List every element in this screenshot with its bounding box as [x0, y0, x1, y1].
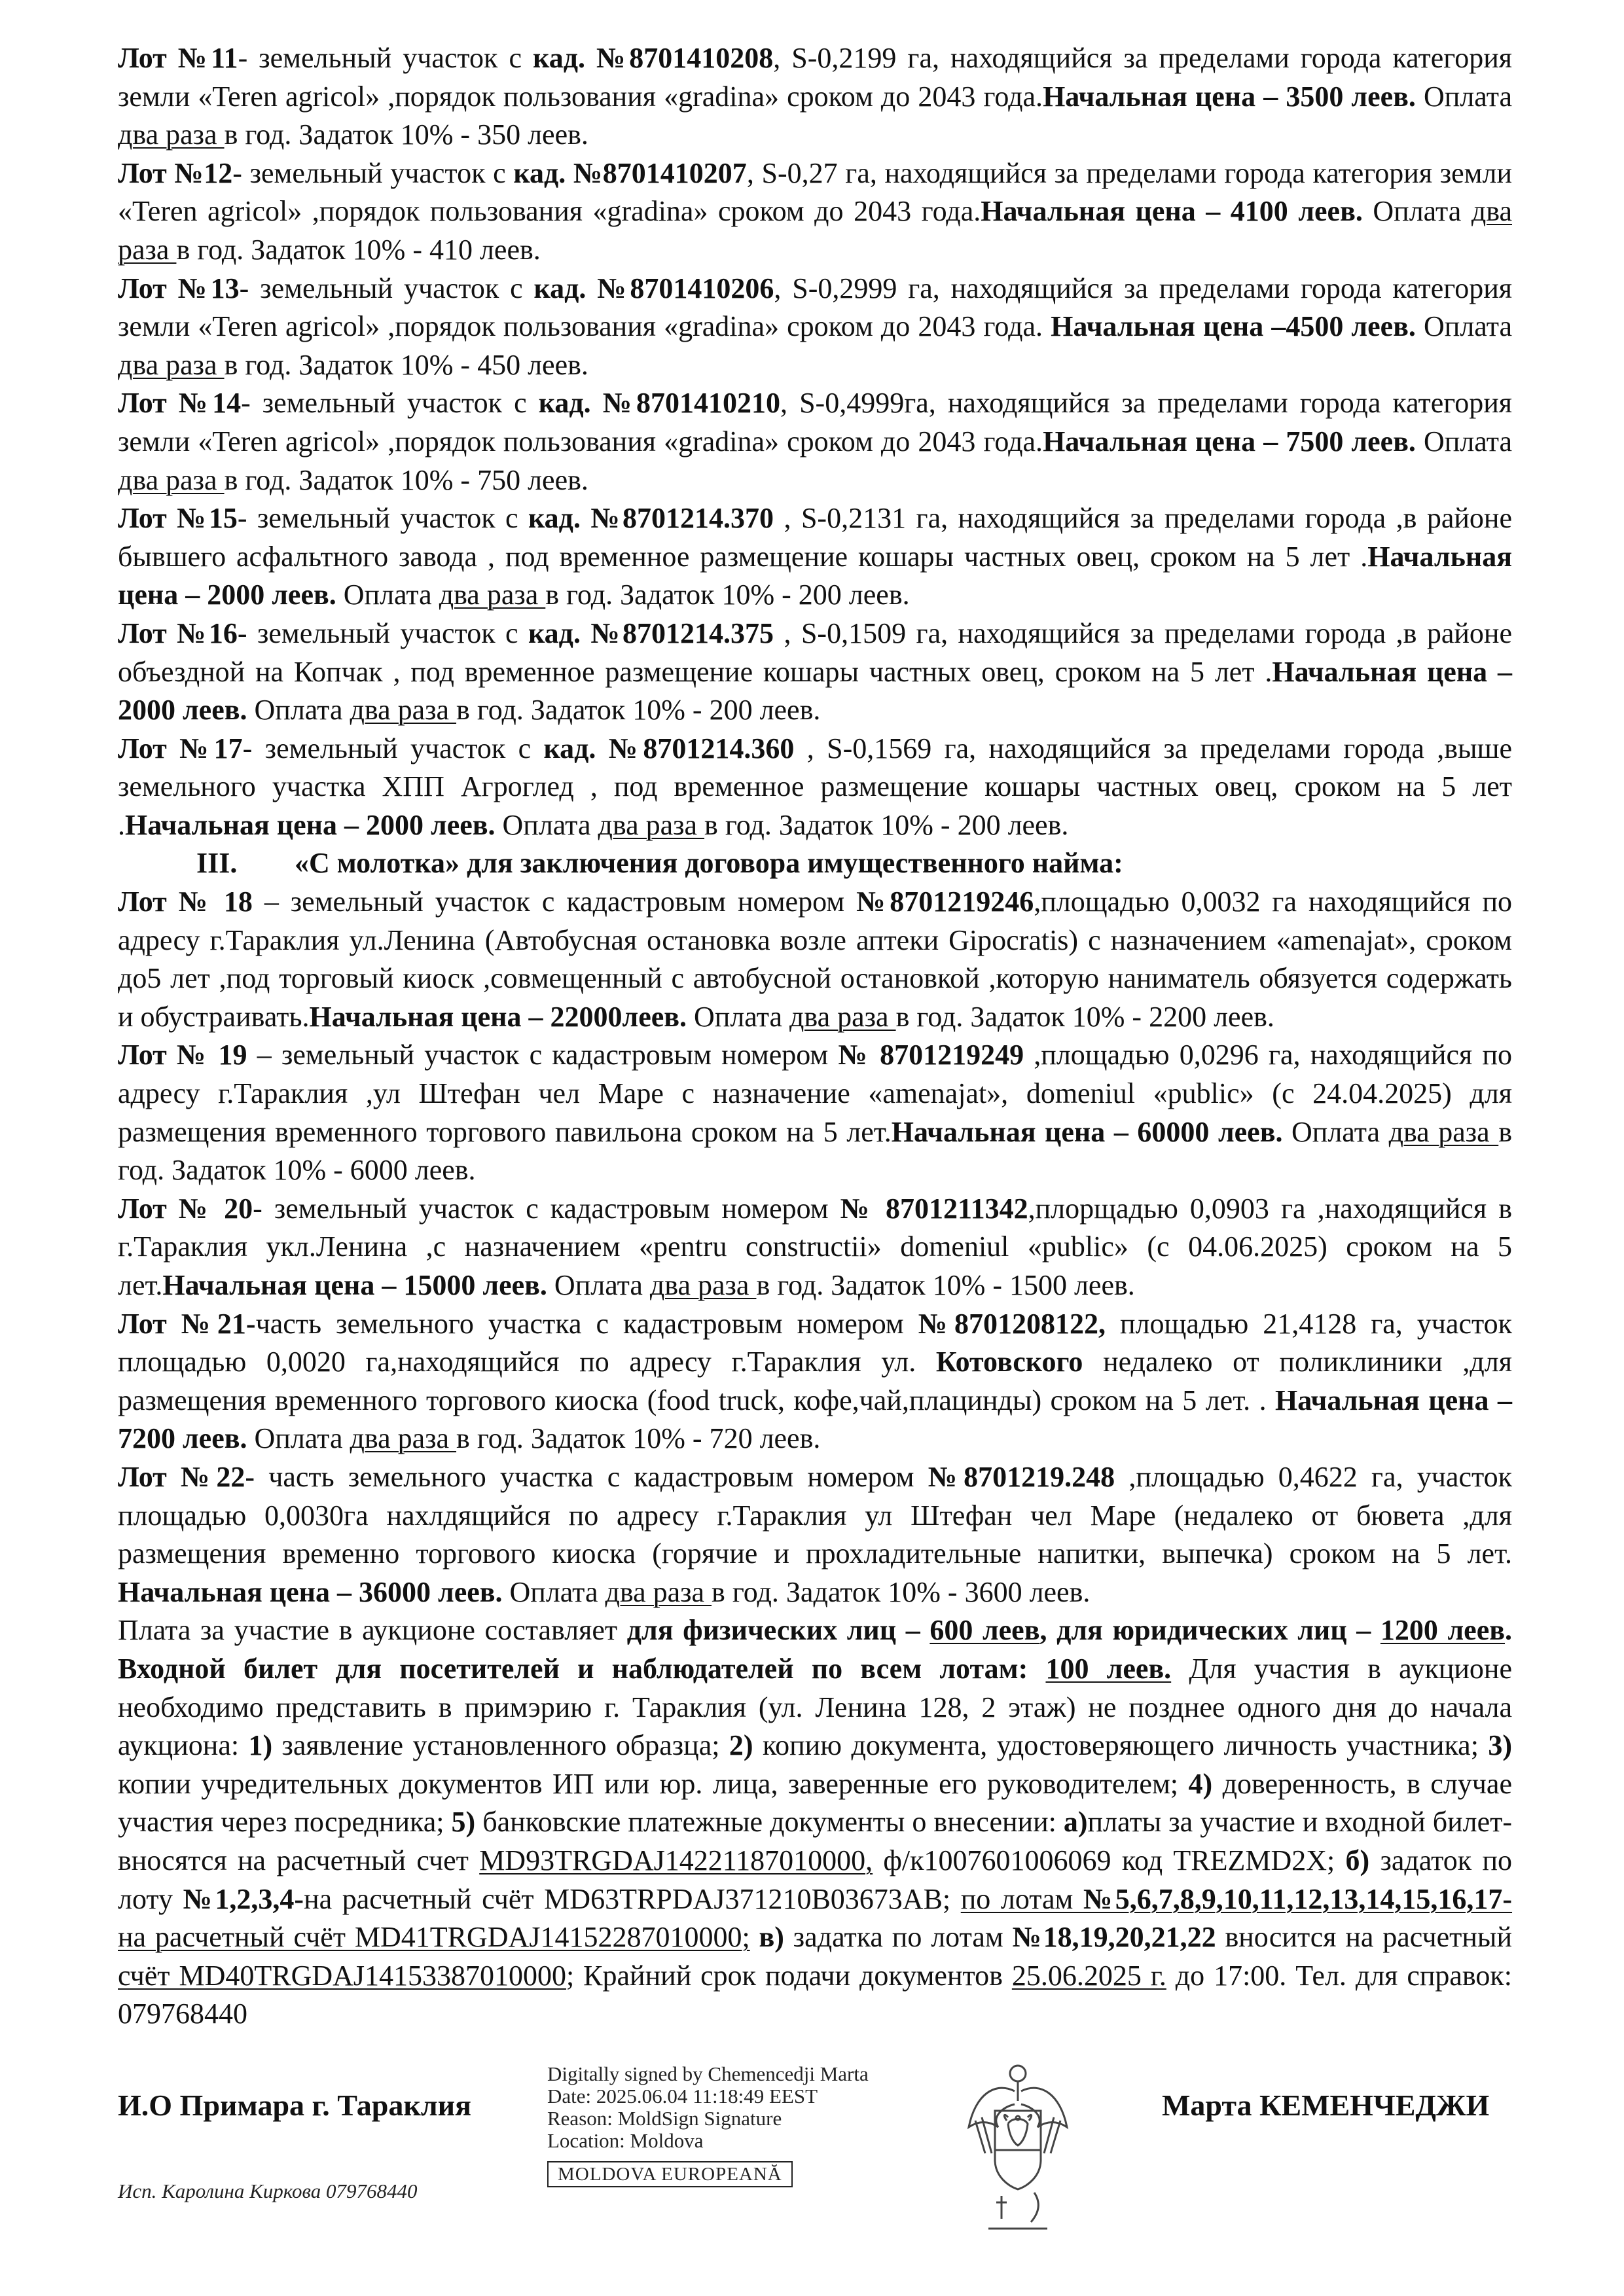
stamp-line-reason: Reason: MoldSign Signature	[547, 2107, 782, 2130]
lot-20: Лот № 20- земельный участок с кадастровым номером № 8701211342,плорщадью 0,0903 га ,находящийся в г.Тараклия укл.Ленина ,с назначением «pentru constructii» domeniul «public» (с 04.06.2025) сроком на 5 лет.Начальная цена – 15000 леев. Оплата два раза в год. Задаток 10% - 1500 леев.	[118, 1192, 1512, 1301]
lot-13: Лот №13- земельный участок с кад. №8701410206, S-0,2999 га, находящийся за пределами города категория земли «Teren agricol» ,порядок пользования «gradina» сроком до 2043 года. Начальная цена –4500 леев. Оплата два раза в год. Задаток 10% - 450 леев.	[118, 272, 1513, 381]
lot-12: Лот №12- земельный участок с кад. №8701410207, S-0,27 га, находящийся за пределами города категория земли «Teren agricol» ,порядок пользования «gradina» сроком до 2043 года.Начальная цена – 4100 леев. Оплата два раза в год. Задаток 10% - 410 леев.	[118, 156, 1512, 266]
lot-14: Лот №14- земельный участок с кад. №8701410210, S-0,4999га, находящийся за пределами города категория земли «Teren agricol» ,порядок пользования «gradina» сроком до 2043 года.Начальная цена – 7500 леев. Оплата два раза в год. Задаток 10% - 750 леев.	[118, 387, 1513, 496]
executor-note: Исп. Каролина Киркова 079768440	[118, 2179, 418, 2202]
lot-17: Лот №17- земельный участок с кад. №8701214.360 , S-0,1569 га, находящийся за пределами города ,выше земельного участка ХПП Агроглед , под временное размещение кошары частных овец, сроком на 5 лет .Начальная цена – 2000 леев. Оплата два раза в год. Задаток 10% - 200 леев.	[118, 732, 1513, 841]
lot-18: Лот № 18 – земельный участок с кадастровым номером №8701219246,площадью 0,0032 га находящийся по адресу г.Тараклия ул.Ленина (Автобусная остановка возле аптеки Gipocratis) с назначением «amenajat», сроком до5 лет ,под торговый киоск ,совмещенный с автобусной остановкой ,которую наниматель обязуется содержать и обустраивать.Начальная цена – 22000леев. Оплата два раза в год. Задаток 10% - 2200 леев.	[118, 886, 1512, 1033]
participation-fees: Плата за участие в аукционе составляет для физических лиц – 600 леев, для юридических лиц – 1200 леев. Входной билет для посетителей и наблюдателей по всем лотам: 100 леев. Для участия в аукционе необходимо представить в примэрию г. Тараклия (ул. Ленина 128, 2 этаж) не позднее одного дня до начала аукциона: 1) заявление установленного образца; 2) копию документа, удостоверяющего личность участника; 3) копии учредительных документов ИП или юр. лица, заверенные его руководителем; 4) доверенность, в случае участия через посредника; 5) банковские платежные документы о внесении: а)платы за участие и входной билет-вносятся на расчетный счет MD93TRGDAJ14221187010000, ф/к1007601006069 код TREZMD2X; б) задаток по лоту №1,2,3,4-на расчетный счёт MD63TRPDAJ371210B03673AB; по лотам №5,6,7,8,9,10,11,12,13,14,15,16,17-на расчетный счёт MD41TRGDAJ14152287010000; в) задатка по лотам №18,19,20,21,22 вносится на расчетный счёт MD40TRGDAJ14153387010000; Крайний срок подачи документов 25.06.2025 г. до 17:00. Тел. для справок: 079768440	[118, 1614, 1513, 2030]
signatory-name: Марта КЕМЕНЧЕДЖИ	[1162, 2089, 1490, 2122]
signatory-position: И.О Примара г. Тараклия	[118, 2089, 472, 2122]
stamp-line-date: Date: 2025.06.04 11:18:49 EEST	[547, 2085, 818, 2108]
lot-22: Лот №22- часть земельного участка с кадастровым номером №8701219.248 ,площадью 0,4622 га, участок площадью 0,0030га нахлдящийся по адресу г.Тараклия ул Штефан чел Маре (недалеко от бювета ,для размещения временно торгового киоска (горячие и прохладительные напитки, выпечка) сроком на 5 лет. Начальная цена – 36000 леев. Оплата два раза в год. Задаток 10% - 3600 леев.	[118, 1460, 1512, 1608]
moldova-coat-of-arms-icon	[962, 2055, 1074, 2238]
document-body	[118, 39, 1512, 2034]
section-3-heading: III. «С молотка» для заключения договора имущественного найма:	[196, 847, 1123, 880]
lot-21: Лот №21-часть земельного участка с кадастровым номером №8701208122, площадью 21,4128 га, участок площадью 0,0020 га,находящийся по адресу г.Тараклия ул. Котовского недалеко от поликлиники ,для размещения временного торгового киоска (food truck, кофе,чай,плацинды) сроком на 5 лет. . Начальная цена – 7200 леев. Оплата два раза в год. Задаток 10% - 720 леев.	[118, 1307, 1513, 1455]
moldova-europeana-label: MOLDOVA EUROPEANĂ	[547, 2161, 793, 2187]
lot-19: Лот № 19 – земельный участок с кадастровым номером № 8701219249 ,площадью 0,0296 га, находящийся по адресу г.Тараклия ,ул Штефан чел Маре с назначение «amenajat», domeniul «public» (с 24.04.2025) для размещения временного торгового павильона сроком на 5 лет.Начальная цена – 60000 леев. Оплата два раза в год. Задаток 10% - 6000 леев.	[118, 1039, 1513, 1187]
stamp-line-signed-by: Digitally signed by Chemencedji Marta	[547, 2062, 869, 2085]
lot-11: Лот №11- земельный участок с кад. №8701410208, S-0,2199 га, находящийся за пределами города категория земли «Teren agricol» ,порядок пользования «gradina» сроком до 2043 года.Начальная цена – 3500 леев. Оплата два раза в год. Задаток 10% - 350 леев.	[118, 42, 1513, 151]
lot-15: Лот №15- земельный участок с кад. №8701214.370 , S-0,2131 га, находящийся за пределами города ,в районе бывшего асфальтного завода , под временное размещение кошары частных овец, сроком на 5 лет .Начальная цена – 2000 леев. Оплата два раза в год. Задаток 10% - 200 леев.	[118, 502, 1513, 611]
stamp-line-location: Location: Moldova	[547, 2129, 704, 2152]
lot-16: Лот №16- земельный участок с кад. №8701214.375 , S-0,1509 га, находящийся за пределами города ,в районе объездной на Копчак , под временное размещение кошары частных овец, сроком на 5 лет .Начальная цена – 2000 леев. Оплата два раза в год. Задаток 10% - 200 леев.	[118, 617, 1513, 726]
digital-signature-stamp	[547, 2063, 920, 2152]
